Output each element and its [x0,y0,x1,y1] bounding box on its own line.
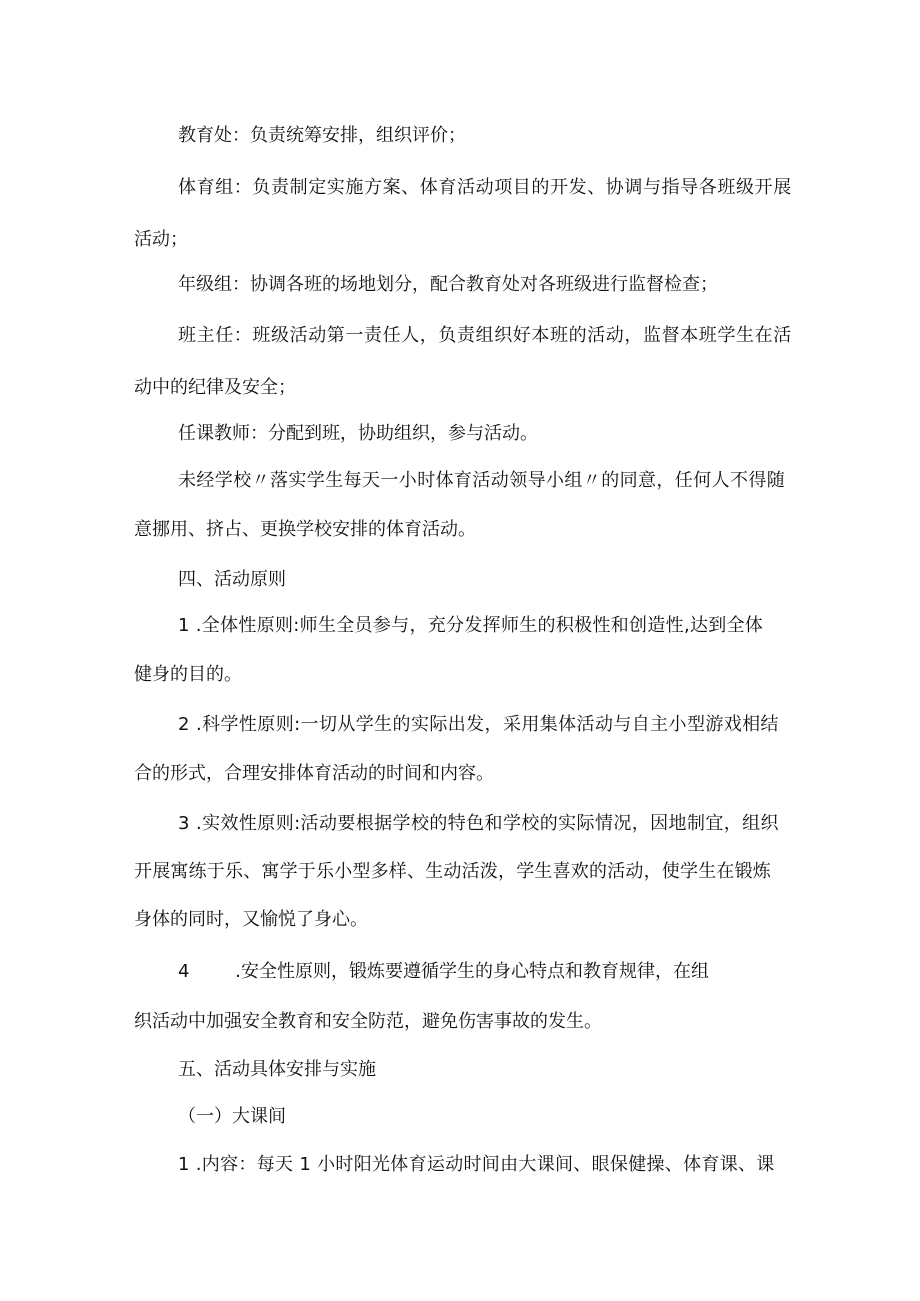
doc-line-6: 动中的纪律及安全； [134,377,296,398]
doc-line-5: 班主任：班级活动第一责任人，负责组织好本班的活动，监督本班学生在活 [178,325,792,346]
doc-line-19: 织活动中加强安全教育和安全防范，避免伤害事故的发生。 [134,1011,602,1032]
doc-line-2: 体育组：负责制定实施方案、体育活动项目的开发、协调与指导各班级开展 [178,177,792,198]
doc-line-20: 五、活动具体安排与实施 [178,1059,376,1080]
doc-line-3: 活动； [134,229,188,250]
doc-line-7: 任课教师：分配到班，协助组织，参与活动。 [178,423,538,444]
doc-line-17: 身体的同时，又愉悦了身心。 [134,909,368,930]
doc-line-18: 4 .安全性原则，锻炼要遵循学生的身心特点和教育规律，在组 [178,961,709,982]
doc-line-9: 意挪用、挤占、更换学校安排的体育活动。 [134,519,476,540]
doc-line-15: 3 .实效性原则:活动要根据学校的特色和学校的实际情况，因地制宜，组织 [178,813,779,834]
doc-line-10: 四、活动原则 [178,569,286,590]
doc-line-1: 教育处：负责统筹安排，组织评价； [178,125,466,146]
doc-line-22: 1 .内容：每天 1 小时阳光体育运动时间由大课间、眼保健操、体育课、课 [178,1154,775,1175]
doc-line-16: 开展寓练于乐、寓学于乐小型多样、生动活泼，学生喜欢的活动，使学生在锻炼 [134,861,771,882]
doc-line-14: 合的形式，合理安排体育活动的时间和内容。 [134,763,494,784]
doc-line-13: 2 .科学性原则:一切从学生的实际出发，采用集体活动与自主小型游戏相结 [178,714,779,735]
doc-line-8: 未经学校〃落实学生每天一小时体育活动领导小组〃的同意，任何人不得随 [178,470,786,491]
doc-line-11: 1 .全体性原则:师生全员参与，充分发挥师生的积极性和创造性,达到全体 [178,615,764,636]
doc-line-21: （一）大课间 [178,1106,286,1127]
doc-line-4: 年级组：协调各班的场地划分，配合教育处对各班级进行监督检查； [178,274,718,295]
doc-line-12: 健身的目的。 [134,664,242,685]
